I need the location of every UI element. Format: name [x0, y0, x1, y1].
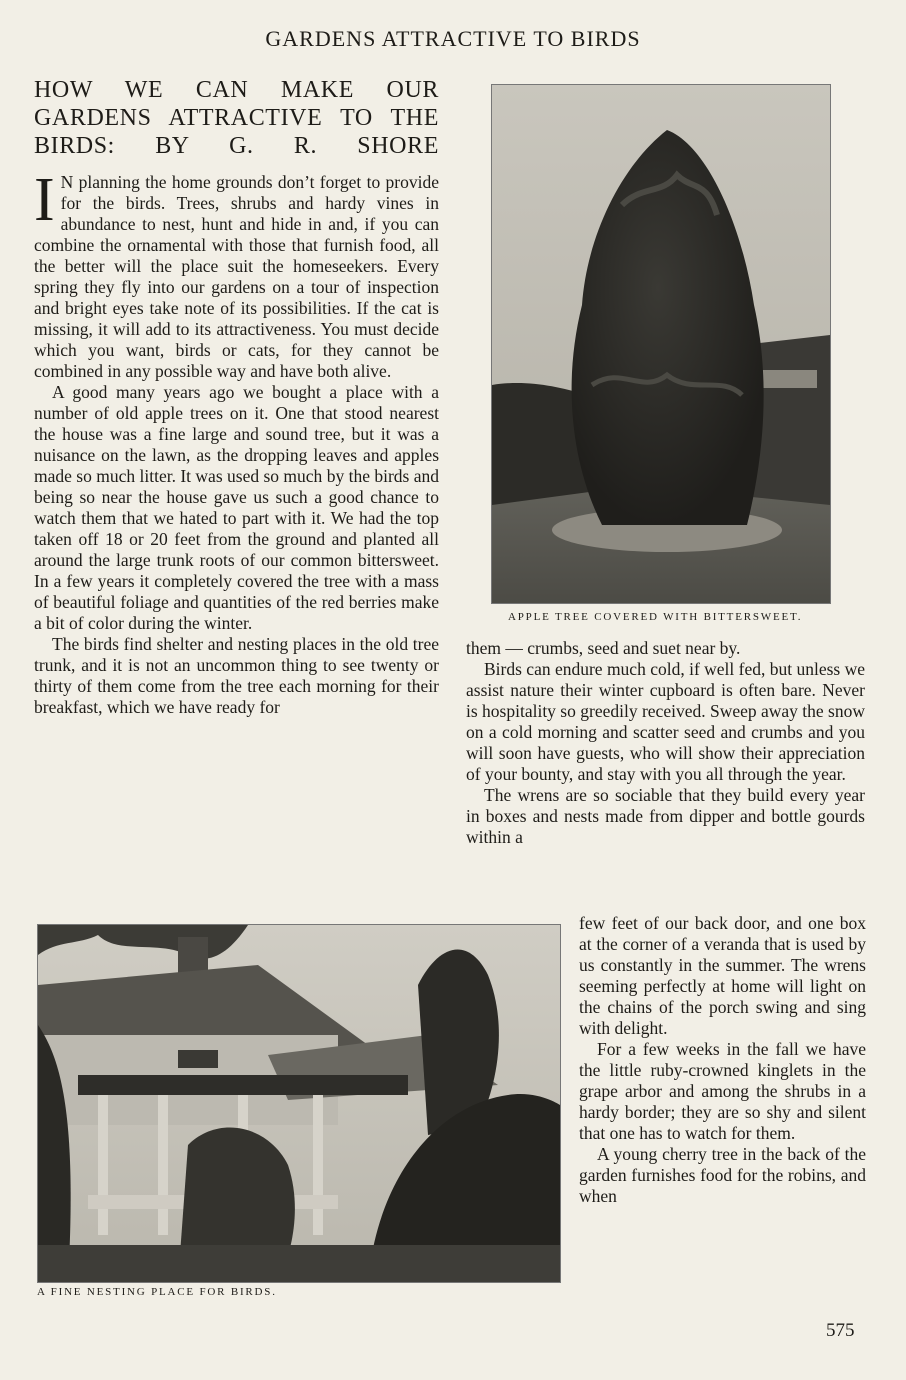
- apple-tree-illustration: [492, 85, 830, 603]
- paragraph-kinglets: For a few weeks in the fall we have the little ruby-crowned kinglets in the grape arbor and among the shrubs in a hardy border; they are so shy and silent that one has to watch for them.: [579, 1039, 866, 1143]
- nesting-place-photo: [37, 924, 561, 1283]
- house-illustration: [38, 925, 560, 1282]
- wrapped-column: [579, 913, 866, 1207]
- paragraph-winter: Birds can endure much cold, if well fed, but unless we assist nature their winter cupboard is often bare. Never is hospitality so greedily received. Sweep away the snow on a cold morning and scatter seed and crumbs and you will soon have guests, who will show their appreciation of your bounty, and stay with you all through the year.: [466, 659, 866, 784]
- paragraph-wrens: The wrens are so sociable that they build every year in boxes and nests made from dipper and bottle gourds within a: [466, 785, 865, 847]
- paragraph-cherry-tree: A young cherry tree in the back of the garden furnishes food for the robins, and when: [579, 1144, 866, 1206]
- drop-cap: I: [34, 166, 55, 234]
- paragraph-intro-text: N planning the home grounds don’t forget to provide for the birds. Trees, shrubs and hardy vines in abundance to nest, hunt and hide in and, if you can combine the ornamental with those that furnish food, all the better will the place suit the homeseekers. Every spring they fly into our gardens on a tour of inspection and bright eyes take note of its possibilities. If the cat is missing, it will add to its attractiveness. You must decide which you want, birds or cats, for they cannot be combined in any possible way and have both alive.: [34, 172, 439, 381]
- apple-tree-caption: APPLE TREE COVERED WITH BITTERSWEET.: [508, 611, 803, 623]
- paragraph-intro: [34, 166, 439, 382]
- paragraph-apple-trees: A good many years ago we bought a place with a number of old apple trees on it. One that stood nearest the house was a fine large and sound tree, but it was a nuisance on the lawn, as the dropping leaves and apples made so much litter. It was used so much by the birds and being so near the house gave us such a good chance to watch them that we hated to part with it. We had the top taken off 18 or 20 feet from the ground and planted all around the large trunk roots of our common bittersweet. In a few years it completely covered the tree with a mass of beautiful foliage and quantities of the red berries make a bit of color during the winter.: [34, 382, 439, 633]
- running-head: GARDENS ATTRACTIVE TO BIRDS: [265, 26, 641, 51]
- page-number: 575: [826, 1320, 855, 1341]
- left-column: [34, 166, 439, 718]
- article-title: HOW WE CAN MAKE OUR GARDENS ATTRACTIVE TO THE BIRDS: BY G. R. SHORE: [34, 77, 439, 159]
- apple-tree-photo: [491, 84, 831, 604]
- paragraph-veranda: few feet of our back door, and one box at the corner of a veranda that is used by us constantly in the summer. The wrens seeming perfectly at home will light on the chains of the porch swing and sing with delight.: [579, 913, 866, 1038]
- right-column: [466, 638, 865, 848]
- nesting-place-caption: A FINE NESTING PLACE FOR BIRDS.: [37, 1286, 277, 1298]
- paragraph-shelter: The birds find shelter and nesting places in the old tree trunk, and it is not an uncommon thing to see twenty or thirty of them come from the tree each morning for their breakfast, which we have ready for: [34, 634, 439, 717]
- paragraph-crumbs: them — crumbs, seed and suet near by.: [466, 638, 741, 658]
